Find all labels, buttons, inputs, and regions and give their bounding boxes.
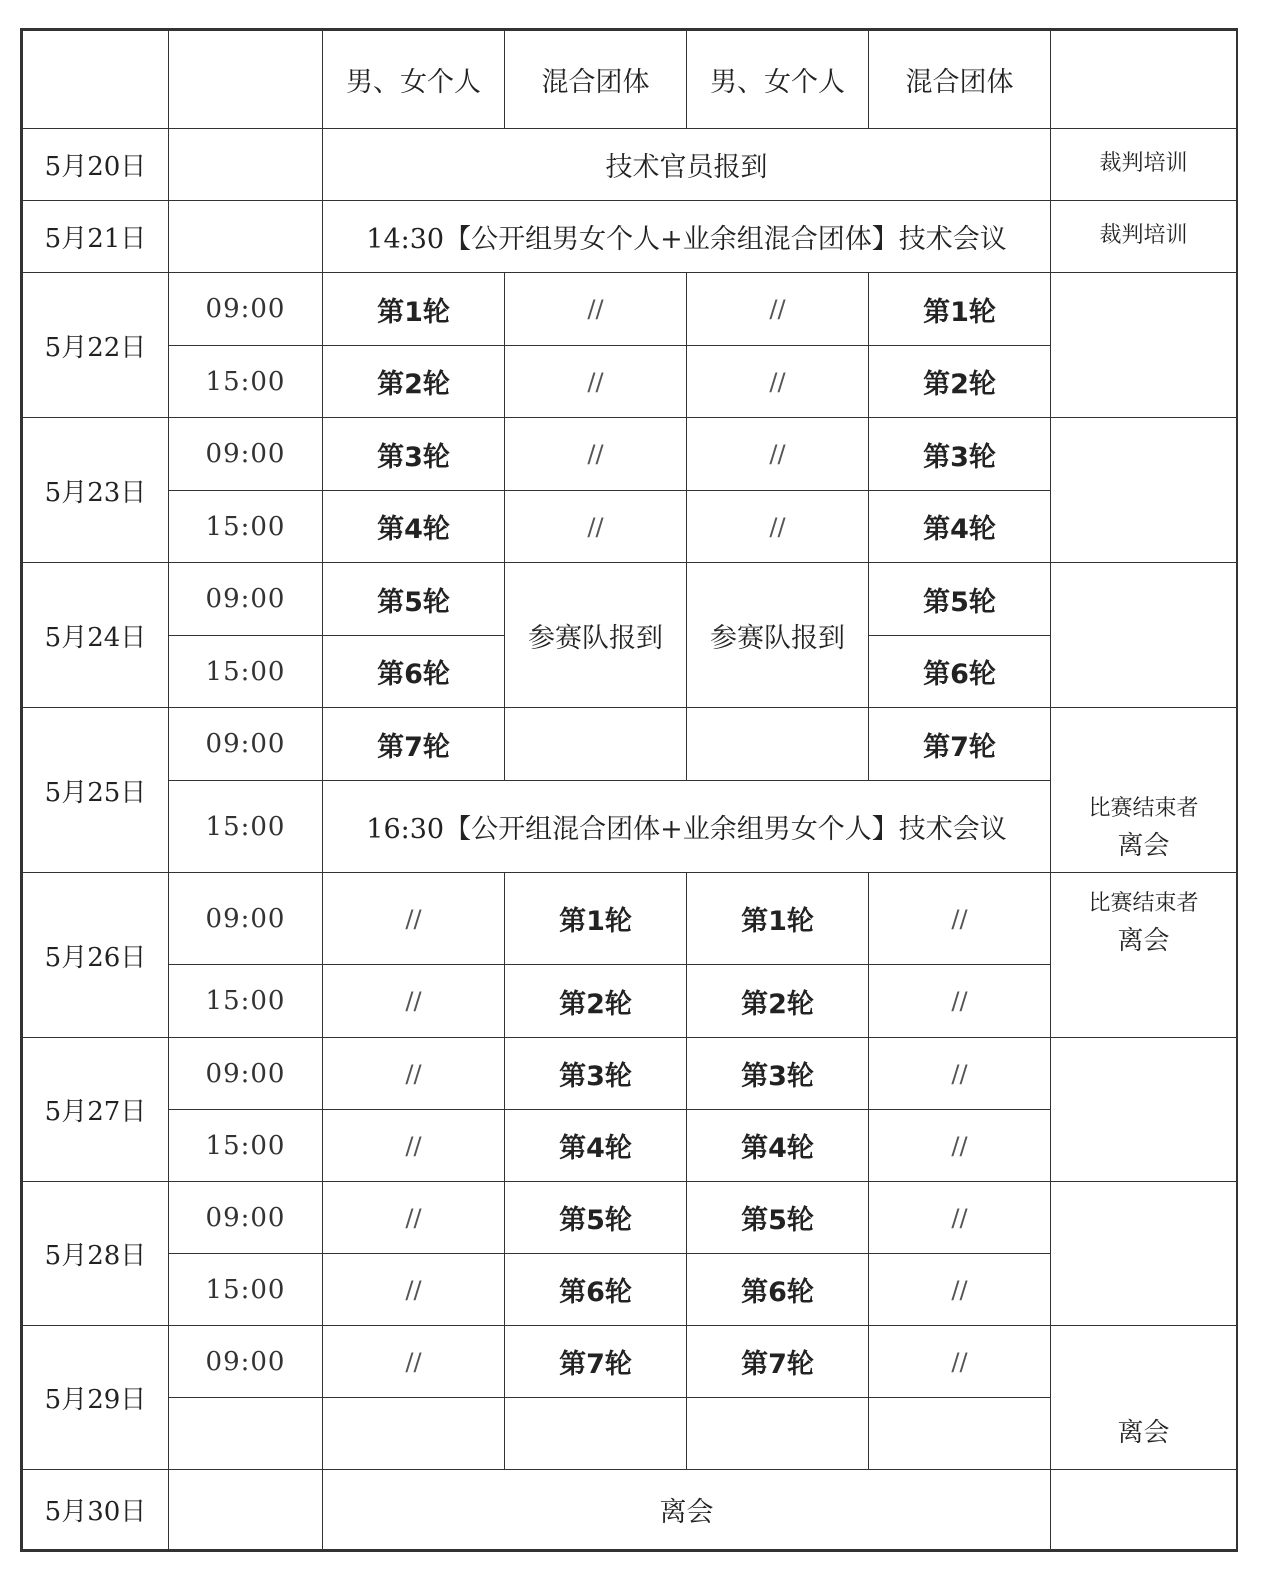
round-cell: 第6轮 [323,636,505,708]
date-cell: 5月25日 [23,708,169,873]
time-cell: 15:00 [169,781,323,873]
date-cell: 5月30日 [23,1470,169,1550]
date-cell: 5月22日 [23,273,169,418]
empty-cell [505,1398,687,1470]
round-cell: 第4轮 [323,491,505,563]
time-cell: 09:00 [169,418,323,491]
date-cell: 5月27日 [23,1038,169,1182]
empty-mark-cell: // [505,418,687,491]
round-cell: 第7轮 [505,1326,687,1398]
note-cell [1051,1038,1237,1182]
date-cell: 5月26日 [23,873,169,1038]
row-may-27-am [23,1038,1237,1110]
time-cell [169,129,323,201]
empty-mark-cell: // [323,1182,505,1254]
row-may-30 [23,1470,1237,1550]
round-cell: 第1轮 [687,873,869,965]
empty-mark-cell: // [323,1326,505,1398]
time-cell: 09:00 [169,1038,323,1110]
round-cell: 第2轮 [323,346,505,418]
time-cell: 15:00 [169,636,323,708]
row-may-26-am [23,873,1237,965]
time-cell: 09:00 [169,563,323,636]
header-col-team-1: 混合团体 [505,31,687,129]
empty-mark-cell: // [323,1038,505,1110]
empty-cell [687,1398,869,1470]
note-line: 比赛结束者 [1088,891,1199,916]
team-checkin-cell: 参赛队报到 [687,563,869,708]
time-cell: 15:00 [169,491,323,563]
date-cell: 5月24日 [23,563,169,708]
empty-mark-cell: // [505,273,687,346]
empty-mark-cell: // [323,965,505,1038]
time-cell: 09:00 [169,273,323,346]
time-cell: 15:00 [169,1254,323,1326]
round-cell: 第5轮 [323,563,505,636]
header-blank-note [1051,31,1237,129]
note-line: 比赛结束者 [1088,795,1199,821]
empty-mark-cell: // [869,1182,1051,1254]
note-cell [1051,1326,1237,1470]
header-blank-date [23,31,169,129]
note-cell [1051,708,1237,873]
round-cell: 第3轮 [323,418,505,491]
event-cell: 技术官员报到 [323,129,1051,201]
header-col-individual-1: 男、女个人 [323,31,505,129]
round-cell: 第1轮 [323,273,505,346]
round-cell: 第3轮 [687,1038,869,1110]
note-cell [1051,1470,1237,1550]
note-line: 离会 [1117,830,1170,861]
empty-mark-cell: // [869,965,1051,1038]
event-cell: 离会 [323,1470,1051,1550]
event-cell: 14:30【公开组男女个人+业余组混合团体】技术会议 [323,201,1051,273]
note-line: 离会 [1117,1417,1170,1448]
round-cell: 第6轮 [505,1254,687,1326]
time-cell: 09:00 [169,1326,323,1398]
row-may-25-am [23,708,1237,781]
empty-mark-cell: // [687,418,869,491]
round-cell: 第5轮 [869,563,1051,636]
empty-mark-cell: // [869,1326,1051,1398]
round-cell: 第7轮 [323,708,505,781]
date-cell: 5月23日 [23,418,169,563]
round-cell: 第1轮 [869,273,1051,346]
empty-mark-cell: // [505,491,687,563]
round-cell: 第4轮 [869,491,1051,563]
time-cell [169,201,323,273]
time-cell: 15:00 [169,346,323,418]
time-cell [169,1398,323,1470]
empty-cell [687,708,869,781]
note-cell [1051,418,1237,563]
empty-mark-cell: // [323,1110,505,1182]
schedule-table [22,30,1237,1550]
round-cell: 第4轮 [687,1110,869,1182]
note-cell [1051,563,1237,708]
note-cell: 裁判培训 [1051,201,1237,273]
note-cell [1051,1182,1237,1326]
note-cell [1051,273,1237,418]
date-cell: 5月28日 [23,1182,169,1326]
row-may-23-am [23,418,1237,491]
header-col-individual-2: 男、女个人 [687,31,869,129]
empty-mark-cell: // [687,491,869,563]
note-line: 离会 [1117,926,1170,957]
empty-mark-cell: // [687,273,869,346]
time-cell: 15:00 [169,1110,323,1182]
row-may-29-am [23,1326,1237,1398]
round-cell: 第7轮 [687,1326,869,1398]
round-cell: 第2轮 [687,965,869,1038]
round-cell: 第6轮 [869,636,1051,708]
date-cell: 5月20日 [23,129,169,201]
round-cell: 第5轮 [687,1182,869,1254]
empty-mark-cell: // [869,873,1051,965]
round-cell: 第5轮 [505,1182,687,1254]
empty-mark-cell: // [869,1254,1051,1326]
event-cell: 16:30【公开组混合团体+业余组男女个人】技术会议 [323,781,1051,873]
empty-mark-cell: // [505,346,687,418]
empty-mark-cell: // [323,873,505,965]
header-row [23,31,1237,129]
time-cell: 15:00 [169,965,323,1038]
header-col-team-2: 混合团体 [869,31,1051,129]
row-may-20 [23,129,1237,201]
empty-mark-cell: // [687,346,869,418]
empty-cell [869,1398,1051,1470]
round-cell: 第3轮 [505,1038,687,1110]
note-cell: 裁判培训 [1051,129,1237,201]
time-cell: 09:00 [169,708,323,781]
time-cell: 09:00 [169,873,323,965]
empty-cell [323,1398,505,1470]
empty-mark-cell: // [869,1038,1051,1110]
header-blank-time [169,31,323,129]
round-cell: 第3轮 [869,418,1051,491]
row-may-28-am [23,1182,1237,1254]
note-cell [1051,873,1237,1038]
row-may-22-am [23,273,1237,346]
team-checkin-cell: 参赛队报到 [505,563,687,708]
empty-mark-cell: // [869,1110,1051,1182]
round-cell: 第6轮 [687,1254,869,1326]
round-cell: 第1轮 [505,873,687,965]
row-may-21 [23,201,1237,273]
schedule-sheet [20,28,1238,1552]
round-cell: 第2轮 [505,965,687,1038]
time-cell [169,1470,323,1550]
empty-cell [505,708,687,781]
round-cell: 第2轮 [869,346,1051,418]
empty-mark-cell: // [323,1254,505,1326]
date-cell: 5月21日 [23,201,169,273]
date-cell: 5月29日 [23,1326,169,1470]
round-cell: 第7轮 [869,708,1051,781]
round-cell: 第4轮 [505,1110,687,1182]
row-may-24-am [23,563,1237,636]
time-cell: 09:00 [169,1182,323,1254]
